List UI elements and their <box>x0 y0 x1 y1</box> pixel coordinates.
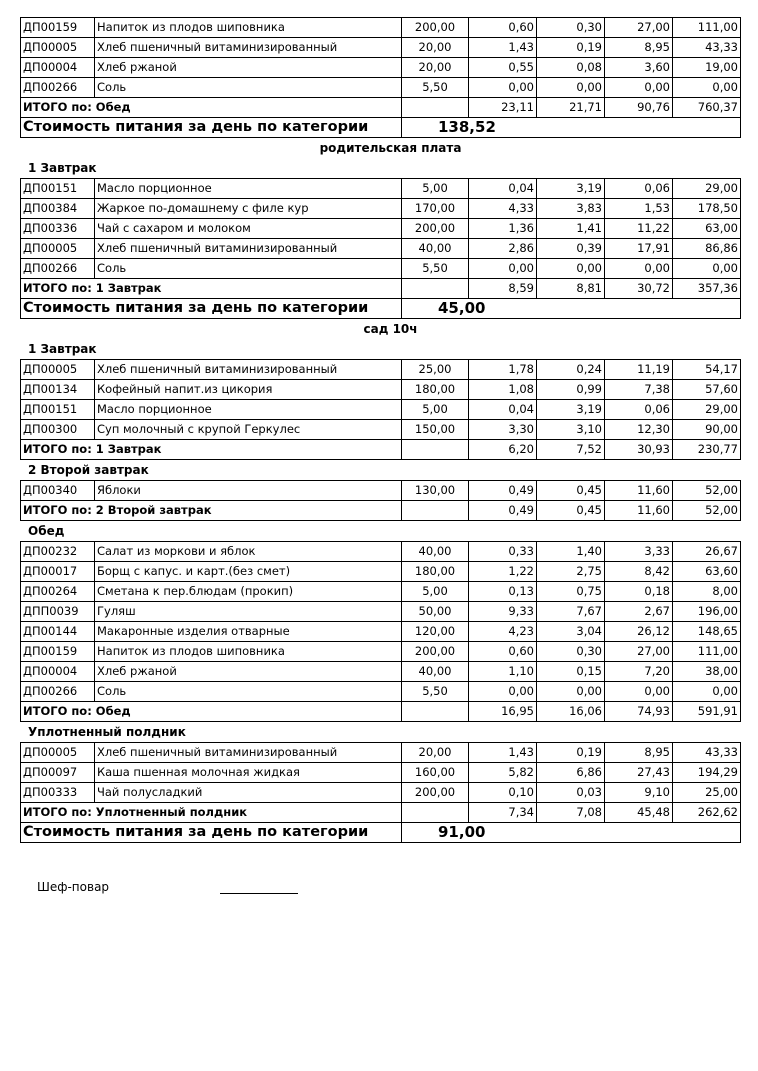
total-fat: 0,45 <box>537 501 605 521</box>
dish-protein: 1,10 <box>469 662 537 682</box>
dish-weight: 25,00 <box>402 360 469 380</box>
dish-code: ДП00159 <box>21 642 95 662</box>
dish-name: Борщ с капус. и карт.(без смет) <box>95 562 402 582</box>
meal-title: 2 Второй завтрак <box>28 463 149 477</box>
total-label: ИТОГО по: 2 Второй завтрак <box>21 501 402 521</box>
total-weight-empty <box>402 803 469 823</box>
dish-weight: 160,00 <box>402 763 469 783</box>
dish-name: Макаронные изделия отварные <box>95 622 402 642</box>
table-row <box>21 18 741 38</box>
dish-kcal: 90,00 <box>673 420 741 440</box>
meal-table <box>20 359 741 460</box>
dish-carbs: 3,33 <box>605 542 673 562</box>
table-row <box>21 562 741 582</box>
dish-fat: 0,30 <box>537 642 605 662</box>
dish-protein: 0,60 <box>469 18 537 38</box>
total-fat: 7,52 <box>537 440 605 460</box>
dish-carbs: 7,20 <box>605 662 673 682</box>
dish-kcal: 111,00 <box>673 642 741 662</box>
dish-protein: 1,78 <box>469 360 537 380</box>
total-weight-empty <box>402 279 469 299</box>
meal-title: 1 Завтрак <box>28 342 97 356</box>
dish-protein: 0,55 <box>469 58 537 78</box>
dish-carbs: 0,00 <box>605 78 673 98</box>
dish-fat: 2,75 <box>537 562 605 582</box>
dish-fat: 1,40 <box>537 542 605 562</box>
dish-code: ДПП0039 <box>21 602 95 622</box>
dish-name: Напиток из плодов шиповника <box>95 642 402 662</box>
total-protein: 6,20 <box>469 440 537 460</box>
dish-weight: 200,00 <box>402 642 469 662</box>
dish-carbs: 0,18 <box>605 582 673 602</box>
total-carbs: 74,93 <box>605 702 673 722</box>
dish-weight: 150,00 <box>402 420 469 440</box>
dish-carbs: 11,22 <box>605 219 673 239</box>
meal-table <box>20 541 741 722</box>
dish-fat: 0,24 <box>537 360 605 380</box>
dish-carbs: 7,38 <box>605 380 673 400</box>
cost-label: Стоимость питания за день по категории <box>21 823 402 843</box>
signature-line <box>220 893 298 894</box>
total-carbs: 30,72 <box>605 279 673 299</box>
total-protein: 7,34 <box>469 803 537 823</box>
dish-weight: 20,00 <box>402 58 469 78</box>
dish-carbs: 11,19 <box>605 360 673 380</box>
dish-weight: 170,00 <box>402 199 469 219</box>
total-protein: 8,59 <box>469 279 537 299</box>
dish-kcal: 86,86 <box>673 239 741 259</box>
total-weight-empty <box>402 501 469 521</box>
table-row <box>21 682 741 702</box>
category-title: сад 10ч <box>363 322 418 336</box>
table-row <box>21 219 741 239</box>
dish-code: ДП00005 <box>21 360 95 380</box>
dish-name: Соль <box>95 259 402 279</box>
dish-protein: 3,30 <box>469 420 537 440</box>
total-row <box>21 803 741 823</box>
total-protein: 0,49 <box>469 501 537 521</box>
dish-protein: 0,04 <box>469 400 537 420</box>
dish-fat: 0,45 <box>537 481 605 501</box>
dish-weight: 20,00 <box>402 38 469 58</box>
dish-protein: 0,13 <box>469 582 537 602</box>
dish-fat: 7,67 <box>537 602 605 622</box>
table-row <box>21 662 741 682</box>
dish-weight: 180,00 <box>402 562 469 582</box>
dish-name: Хлеб пшеничный витаминизированный <box>95 239 402 259</box>
dish-protein: 4,33 <box>469 199 537 219</box>
cost-value: 45,00 <box>402 299 741 319</box>
cost-label: Стоимость питания за день по категории <box>21 118 402 138</box>
total-fat: 21,71 <box>537 98 605 118</box>
total-carbs: 11,60 <box>605 501 673 521</box>
dish-kcal: 196,00 <box>673 602 741 622</box>
dish-carbs: 8,42 <box>605 562 673 582</box>
table-row <box>21 199 741 219</box>
dish-code: ДП00004 <box>21 662 95 682</box>
table-row <box>21 743 741 763</box>
table-row <box>21 542 741 562</box>
menu-report-page <box>20 17 741 843</box>
table-row <box>21 239 741 259</box>
dish-code: ДП00300 <box>21 420 95 440</box>
dish-protein: 0,00 <box>469 259 537 279</box>
total-kcal: 760,37 <box>673 98 741 118</box>
dish-carbs: 8,95 <box>605 743 673 763</box>
dish-fat: 0,19 <box>537 38 605 58</box>
dish-kcal: 29,00 <box>673 400 741 420</box>
dish-fat: 0,30 <box>537 18 605 38</box>
dish-kcal: 25,00 <box>673 783 741 803</box>
dish-carbs: 0,06 <box>605 400 673 420</box>
meal-table <box>20 178 741 319</box>
table-row <box>21 400 741 420</box>
table-row <box>21 420 741 440</box>
cost-row <box>21 299 741 319</box>
dish-name: Масло порционное <box>95 400 402 420</box>
dish-code: ДП00005 <box>21 239 95 259</box>
dish-protein: 1,36 <box>469 219 537 239</box>
table-row <box>21 38 741 58</box>
total-kcal: 52,00 <box>673 501 741 521</box>
dish-kcal: 38,00 <box>673 662 741 682</box>
dish-weight: 200,00 <box>402 219 469 239</box>
table-row <box>21 58 741 78</box>
total-row <box>21 501 741 521</box>
cost-value: 91,00 <box>402 823 741 843</box>
total-kcal: 591,91 <box>673 702 741 722</box>
dish-protein: 9,33 <box>469 602 537 622</box>
dish-code: ДП00017 <box>21 562 95 582</box>
dish-fat: 3,10 <box>537 420 605 440</box>
meal-title: Обед <box>28 524 65 538</box>
total-label: ИТОГО по: Уплотненный полдник <box>21 803 402 823</box>
dish-kcal: 0,00 <box>673 78 741 98</box>
dish-name: Гуляш <box>95 602 402 622</box>
dish-fat: 0,19 <box>537 743 605 763</box>
dish-protein: 1,43 <box>469 743 537 763</box>
total-row <box>21 279 741 299</box>
dish-fat: 0,39 <box>537 239 605 259</box>
dish-fat: 0,03 <box>537 783 605 803</box>
total-protein: 23,11 <box>469 98 537 118</box>
table-row <box>21 78 741 98</box>
dish-protein: 0,49 <box>469 481 537 501</box>
dish-carbs: 26,12 <box>605 622 673 642</box>
dish-name: Суп молочный с крупой Геркулес <box>95 420 402 440</box>
dish-fat: 0,08 <box>537 58 605 78</box>
total-fat: 16,06 <box>537 702 605 722</box>
dish-code: ДП00005 <box>21 743 95 763</box>
dish-name: Яблоки <box>95 481 402 501</box>
dish-kcal: 63,60 <box>673 562 741 582</box>
dish-protein: 0,00 <box>469 682 537 702</box>
dish-carbs: 8,95 <box>605 38 673 58</box>
dish-code: ДП00144 <box>21 622 95 642</box>
dish-fat: 0,00 <box>537 259 605 279</box>
dish-carbs: 11,60 <box>605 481 673 501</box>
total-protein: 16,95 <box>469 702 537 722</box>
dish-kcal: 26,67 <box>673 542 741 562</box>
dish-weight: 130,00 <box>402 481 469 501</box>
total-weight-empty <box>402 98 469 118</box>
table-row <box>21 259 741 279</box>
meal-table <box>20 17 741 138</box>
dish-code: ДП00004 <box>21 58 95 78</box>
category-title: родительская плата <box>319 141 462 155</box>
dish-fat: 3,04 <box>537 622 605 642</box>
dish-kcal: 29,00 <box>673 179 741 199</box>
dish-code: ДП00097 <box>21 763 95 783</box>
dish-fat: 3,83 <box>537 199 605 219</box>
dish-name: Сметана к пер.блюдам (прокип) <box>95 582 402 602</box>
meal-table <box>20 742 741 843</box>
cost-value: 138,52 <box>402 118 741 138</box>
dish-protein: 1,43 <box>469 38 537 58</box>
dish-code: ДП00264 <box>21 582 95 602</box>
dish-code: ДП00232 <box>21 542 95 562</box>
dish-kcal: 57,60 <box>673 380 741 400</box>
dish-protein: 0,60 <box>469 642 537 662</box>
dish-carbs: 12,30 <box>605 420 673 440</box>
total-carbs: 45,48 <box>605 803 673 823</box>
total-carbs: 30,93 <box>605 440 673 460</box>
dish-kcal: 63,00 <box>673 219 741 239</box>
cost-row <box>21 118 741 138</box>
dish-protein: 4,23 <box>469 622 537 642</box>
dish-fat: 3,19 <box>537 179 605 199</box>
total-kcal: 357,36 <box>673 279 741 299</box>
dish-code: ДП00134 <box>21 380 95 400</box>
total-row <box>21 440 741 460</box>
table-row <box>21 763 741 783</box>
dish-name: Салат из моркови и яблок <box>95 542 402 562</box>
dish-weight: 40,00 <box>402 239 469 259</box>
dish-fat: 0,15 <box>537 662 605 682</box>
table-row <box>21 360 741 380</box>
dish-protein: 2,86 <box>469 239 537 259</box>
dish-fat: 3,19 <box>537 400 605 420</box>
cost-label: Стоимость питания за день по категории <box>21 299 402 319</box>
dish-fat: 0,00 <box>537 78 605 98</box>
total-label: ИТОГО по: 1 Завтрак <box>21 440 402 460</box>
meal-title: Уплотненный полдник <box>28 725 186 739</box>
dish-name: Напиток из плодов шиповника <box>95 18 402 38</box>
dish-carbs: 0,00 <box>605 682 673 702</box>
total-label: ИТОГО по: 1 Завтрак <box>21 279 402 299</box>
dish-fat: 0,99 <box>537 380 605 400</box>
total-carbs: 90,76 <box>605 98 673 118</box>
dish-kcal: 0,00 <box>673 259 741 279</box>
dish-code: ДП00151 <box>21 400 95 420</box>
dish-kcal: 19,00 <box>673 58 741 78</box>
dish-code: ДП00340 <box>21 481 95 501</box>
dish-protein: 1,22 <box>469 562 537 582</box>
dish-code: ДП00005 <box>21 38 95 58</box>
dish-name: Масло порционное <box>95 179 402 199</box>
dish-carbs: 17,91 <box>605 239 673 259</box>
dish-protein: 5,82 <box>469 763 537 783</box>
dish-code: ДП00384 <box>21 199 95 219</box>
dish-carbs: 1,53 <box>605 199 673 219</box>
dish-name: Соль <box>95 682 402 702</box>
total-kcal: 230,77 <box>673 440 741 460</box>
dish-kcal: 178,50 <box>673 199 741 219</box>
table-row <box>21 179 741 199</box>
dish-carbs: 27,00 <box>605 642 673 662</box>
dish-weight: 5,50 <box>402 78 469 98</box>
dish-kcal: 43,33 <box>673 38 741 58</box>
dish-weight: 20,00 <box>402 743 469 763</box>
table-row <box>21 642 741 662</box>
dish-weight: 50,00 <box>402 602 469 622</box>
dish-name: Чай с сахаром и молоком <box>95 219 402 239</box>
dish-name: Чай полусладкий <box>95 783 402 803</box>
dish-kcal: 148,65 <box>673 622 741 642</box>
dish-protein: 0,00 <box>469 78 537 98</box>
dish-weight: 5,50 <box>402 259 469 279</box>
total-label: ИТОГО по: Обед <box>21 98 402 118</box>
table-row <box>21 622 741 642</box>
dish-name: Хлеб пшеничный витаминизированный <box>95 38 402 58</box>
dish-code: ДП00266 <box>21 78 95 98</box>
dish-weight: 5,00 <box>402 582 469 602</box>
dish-code: ДП00266 <box>21 682 95 702</box>
dish-name: Хлеб ржаной <box>95 662 402 682</box>
dish-code: ДП00159 <box>21 18 95 38</box>
dish-kcal: 0,00 <box>673 682 741 702</box>
cost-row <box>21 823 741 843</box>
dish-protein: 1,08 <box>469 380 537 400</box>
dish-fat: 0,75 <box>537 582 605 602</box>
total-weight-empty <box>402 702 469 722</box>
dish-carbs: 27,43 <box>605 763 673 783</box>
dish-carbs: 0,06 <box>605 179 673 199</box>
dish-code: ДП00266 <box>21 259 95 279</box>
dish-name: Соль <box>95 78 402 98</box>
total-fat: 7,08 <box>537 803 605 823</box>
table-row <box>21 602 741 622</box>
dish-name: Жаркое по-домашнему с филе кур <box>95 199 402 219</box>
total-row <box>21 98 741 118</box>
total-weight-empty <box>402 440 469 460</box>
dish-weight: 200,00 <box>402 783 469 803</box>
dish-fat: 1,41 <box>537 219 605 239</box>
dish-fat: 0,00 <box>537 682 605 702</box>
table-row <box>21 380 741 400</box>
table-row <box>21 481 741 501</box>
dish-name: Хлеб пшеничный витаминизированный <box>95 743 402 763</box>
dish-kcal: 52,00 <box>673 481 741 501</box>
chef-signature-label: Шеф-повар <box>37 880 110 894</box>
total-fat: 8,81 <box>537 279 605 299</box>
dish-carbs: 2,67 <box>605 602 673 622</box>
dish-kcal: 43,33 <box>673 743 741 763</box>
dish-name: Хлеб пшеничный витаминизированный <box>95 360 402 380</box>
dish-code: ДП00333 <box>21 783 95 803</box>
dish-weight: 120,00 <box>402 622 469 642</box>
dish-kcal: 54,17 <box>673 360 741 380</box>
dish-weight: 5,50 <box>402 682 469 702</box>
meal-table <box>20 480 741 521</box>
dish-name: Хлеб ржаной <box>95 58 402 78</box>
dish-fat: 6,86 <box>537 763 605 783</box>
dish-weight: 200,00 <box>402 18 469 38</box>
dish-kcal: 194,29 <box>673 763 741 783</box>
dish-weight: 5,00 <box>402 179 469 199</box>
total-label: ИТОГО по: Обед <box>21 702 402 722</box>
dish-carbs: 9,10 <box>605 783 673 803</box>
dish-weight: 180,00 <box>402 380 469 400</box>
dish-protein: 0,33 <box>469 542 537 562</box>
dish-code: ДП00151 <box>21 179 95 199</box>
dish-carbs: 27,00 <box>605 18 673 38</box>
dish-weight: 40,00 <box>402 542 469 562</box>
total-kcal: 262,62 <box>673 803 741 823</box>
dish-name: Каша пшенная молочная жидкая <box>95 763 402 783</box>
dish-name: Кофейный напит.из цикория <box>95 380 402 400</box>
dish-kcal: 111,00 <box>673 18 741 38</box>
dish-weight: 40,00 <box>402 662 469 682</box>
dish-weight: 5,00 <box>402 400 469 420</box>
table-row <box>21 582 741 602</box>
meal-title: 1 Завтрак <box>28 161 97 175</box>
dish-protein: 0,04 <box>469 179 537 199</box>
dish-kcal: 8,00 <box>673 582 741 602</box>
total-row <box>21 702 741 722</box>
dish-code: ДП00336 <box>21 219 95 239</box>
table-row <box>21 783 741 803</box>
dish-carbs: 0,00 <box>605 259 673 279</box>
dish-carbs: 3,60 <box>605 58 673 78</box>
dish-protein: 0,10 <box>469 783 537 803</box>
